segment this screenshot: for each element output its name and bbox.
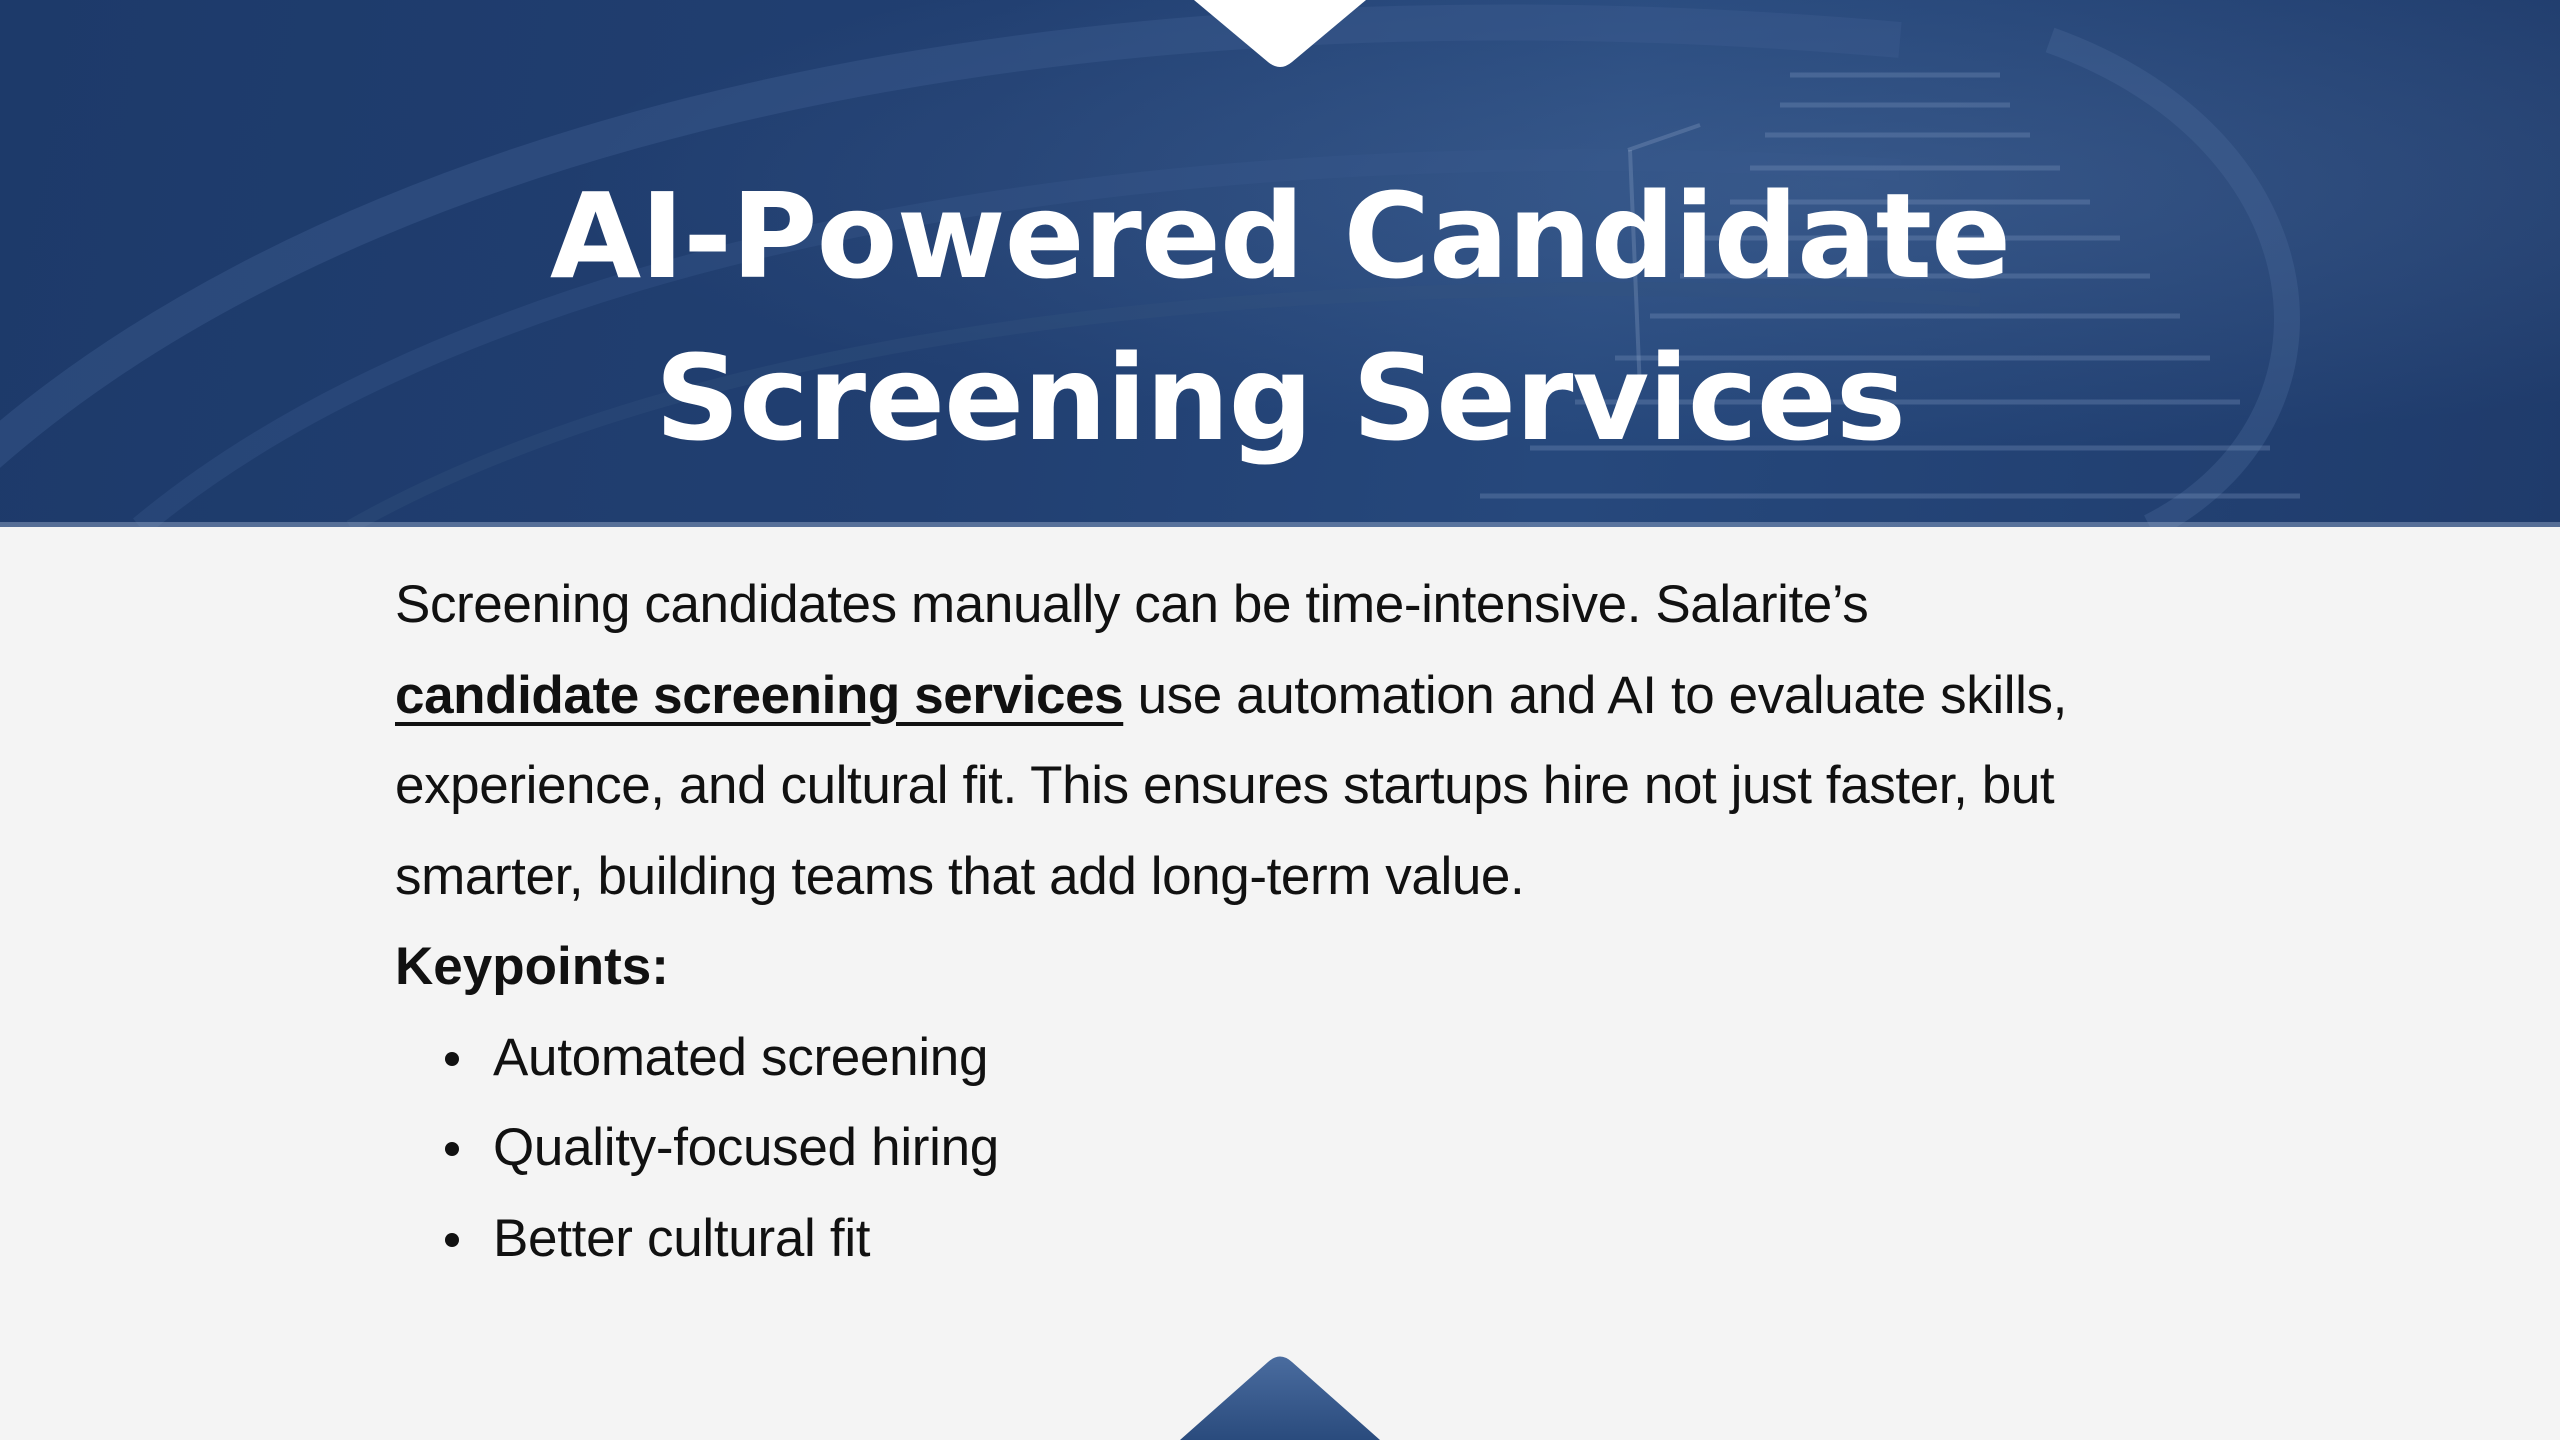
main-content (395, 560, 2095, 1284)
keypoints-list (395, 1013, 2095, 1285)
page-title-line-1: AI-Powered Candidate (549, 167, 2011, 305)
page-title-line-2: Screening Services (655, 329, 1905, 467)
hero-banner (0, 0, 2560, 527)
intro-text-start: Screening candidates manually can be time-intensive. Salarite’s (395, 575, 1869, 634)
intro-paragraph (395, 560, 2095, 922)
intro-text-end: use automation and AI to evaluate skills, experience, and cultural fit. This ensures startups hire not just faster, but smarter, building teams that add long-term value. (395, 665, 2067, 906)
bullet-icon (445, 1142, 459, 1156)
bullet-icon (445, 1052, 459, 1066)
top-chevron-decoration (1194, 0, 1366, 72)
page-title (380, 155, 2180, 479)
list-item (445, 1194, 2095, 1285)
list-item (445, 1013, 2095, 1104)
keypoints-heading: Keypoints: (395, 937, 669, 996)
keypoint-label: Better cultural fit (493, 1208, 871, 1268)
bullet-icon (445, 1233, 459, 1247)
list-item (445, 1103, 2095, 1194)
candidate-screening-link[interactable]: candidate screening services (395, 665, 1124, 725)
bottom-chevron-decoration (1180, 1354, 1380, 1440)
keypoint-label: Automated screening (493, 1027, 989, 1087)
keypoint-label: Quality-focused hiring (493, 1118, 999, 1177)
